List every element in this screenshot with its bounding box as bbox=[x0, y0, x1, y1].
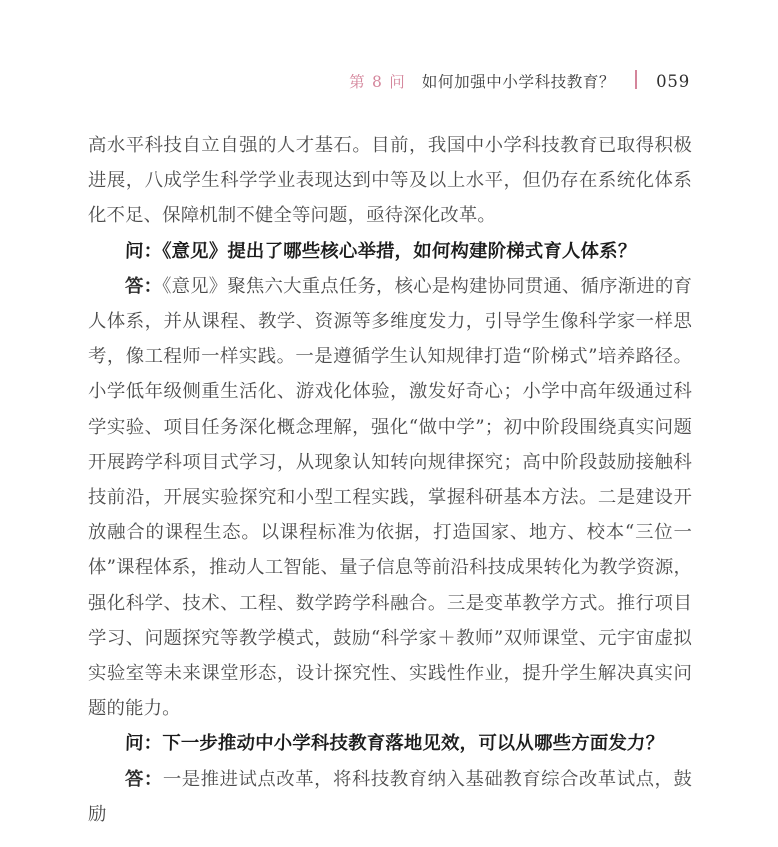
answer-label-2: 答： bbox=[125, 768, 163, 790]
question-heading-2: 问：下一步推动中小学科技教育落地见效，可以从哪些方面发力？ bbox=[124, 733, 665, 755]
header-separator-bar bbox=[635, 70, 637, 89]
answer-paragraph-1 bbox=[88, 269, 692, 727]
header-question-number: 第 8 问 bbox=[349, 73, 406, 91]
body-text-block bbox=[88, 128, 692, 832]
question-heading-1: 问：《意见》提出了哪些核心举措，如何构建阶梯式育人体系？ bbox=[124, 240, 637, 262]
page-number: 059 bbox=[656, 72, 690, 91]
paragraph-continuation: 高水平科技自立自强的人才基石。目前，我国中小学科技教育已取得积极进展，八成学生科学学业表现达到中等及以上水平，但仍存在系统化体系化不足、保障机制不健全等问题，亟待深化改革。 bbox=[88, 135, 692, 227]
answer-label-1: 答： bbox=[125, 275, 163, 297]
running-header bbox=[349, 68, 690, 98]
answer-body-1: 《意见》聚焦六大重点任务，核心是构建协同贯通、循序渐进的育人体系，并从课程、教学、资源等多维度发力，引导学生像科学家一样思考，像工程师一样实践。一是遵循学生认知规律打造“阶梯式”培养路径。小学低年级侧重生活化、游戏化体验，激发好奇心；小学中高年级通过科学实验、项目任务深化概念理解，强化“做中学”；初中阶段围绕真实问题开展跨学科项目式学习，从现象认知转向规律探究；高中阶段鼓励接触科技前沿，开展实验探究和小型工程实践，掌握科研基本方法。二是建设开放融合的课程生态。以课程标准为依据，打造国家、地方、校本“三位一体”课程体系，推动人工智能、量子信息等前沿科技成果转化为教学资源，强化科学、技术、工程、数学跨学科融合。三是变革教学方式。推行项目学习、问题探究等教学模式，鼓励“科学家＋教师”双师课堂、元宇宙虚拟实验室等未来课堂形态，设计探究性、实践性作业，提升学生解决真实问题的能力。 bbox=[88, 275, 692, 720]
answer-body-2: 一是推进试点改革，将科技教育纳入基础教育综合改革试点，鼓励 bbox=[88, 768, 692, 825]
header-chapter-title: 如何加强中小学科技教育？ bbox=[421, 73, 616, 91]
answer-paragraph-2 bbox=[88, 762, 692, 832]
